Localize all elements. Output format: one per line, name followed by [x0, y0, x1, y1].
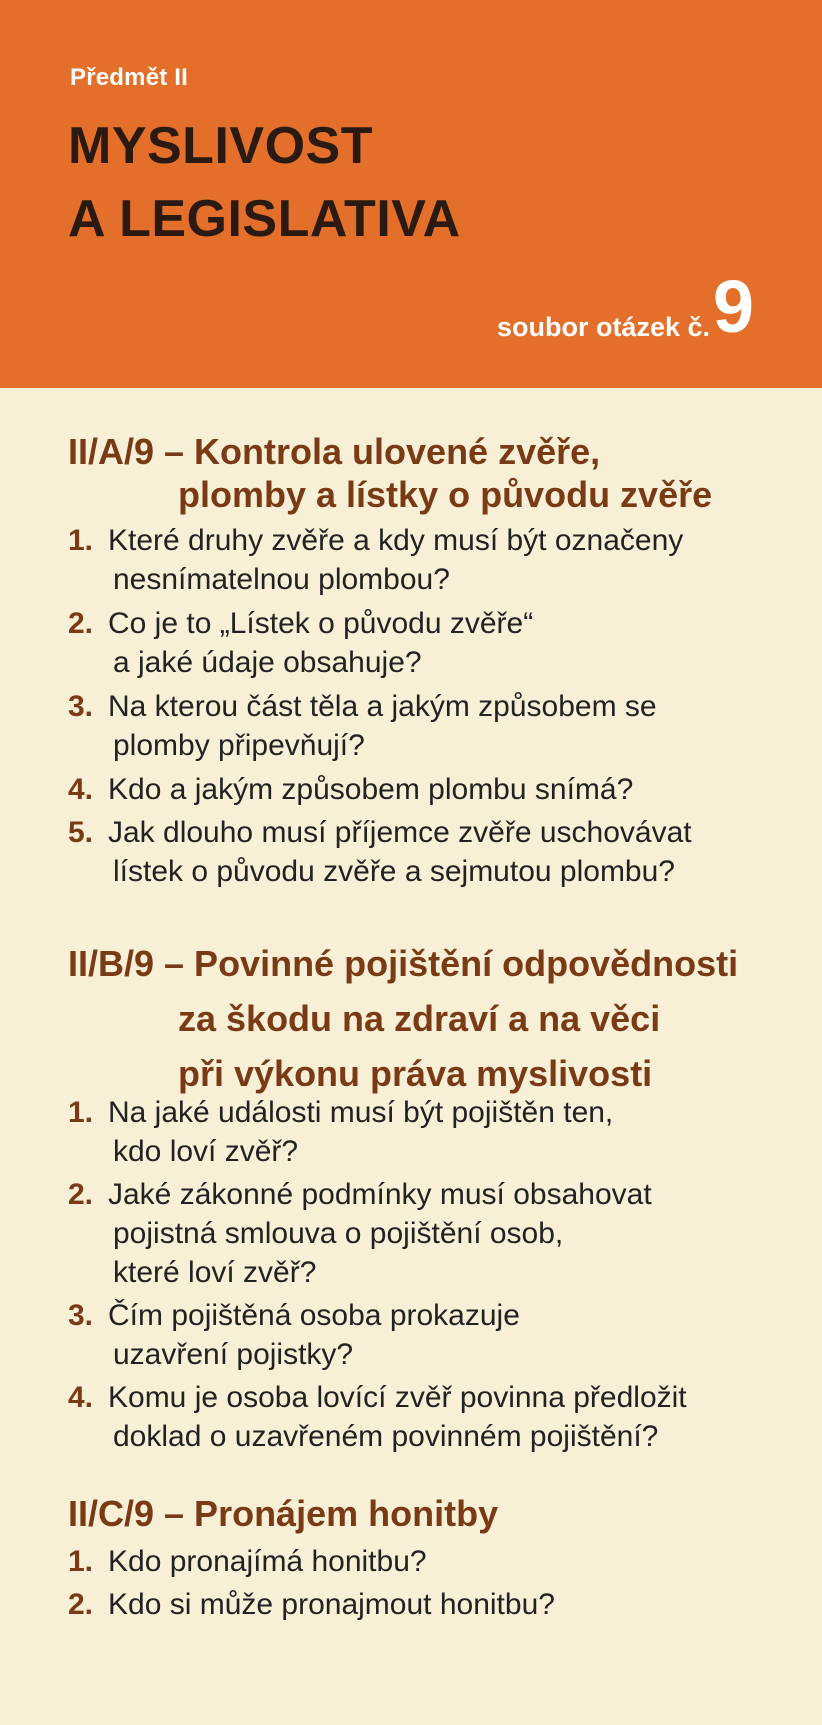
question-b4-cont: doklad o uzavřeném povinném pojištění? [113, 1420, 659, 1453]
question-number: 1. [68, 524, 94, 557]
question-number: 3. [68, 690, 94, 723]
question-number: 2. [68, 607, 94, 640]
question-number: 3. [68, 1299, 94, 1332]
question-number: 1. [68, 1096, 94, 1129]
question-a4 [68, 775, 633, 805]
question-a3 [68, 692, 657, 722]
question-b2 [68, 1180, 652, 1210]
question-a2 [68, 609, 533, 639]
question-text: Kdo si může pronajmout honitbu? [108, 1588, 555, 1621]
question-text: Čím pojištěná osoba prokazuje [108, 1299, 520, 1332]
question-number: 2. [68, 1588, 94, 1621]
section-title-b: II/B/9 – Povinné pojištění odpovědnosti [68, 943, 739, 984]
question-set-label: soubor otázek č. [496, 312, 710, 342]
question-c2 [68, 1590, 555, 1620]
question-b1-cont: kdo loví zvěř? [113, 1135, 299, 1168]
question-number: 2. [68, 1178, 94, 1211]
question-text: Na kterou část těla a jakým způsobem se [108, 690, 657, 723]
section-title-b-cont-1: za škodu na zdraví a na věci [178, 998, 661, 1039]
page-title-line-2: A LEGISLATIVA [68, 190, 461, 248]
header-band [0, 0, 822, 388]
section-title-b-cont-2: při výkonu práva myslivosti [178, 1053, 653, 1094]
question-b4 [68, 1383, 687, 1413]
question-number: 4. [68, 773, 94, 806]
question-b3-cont: uzavření pojistky? [113, 1338, 354, 1371]
question-list [0, 388, 822, 1725]
question-number: 4. [68, 1381, 94, 1414]
question-text: Jaké zákonné podmínky musí obsahovat [108, 1178, 652, 1211]
question-a5-cont: lístek o původu zvěře a sejmutou plombu? [113, 855, 675, 888]
question-a1-cont: nesnímatelnou plombou? [113, 563, 450, 596]
question-number: 5. [68, 816, 94, 849]
question-text: Komu je osoba lovící zvěř povinna předložit [108, 1381, 687, 1414]
question-b1 [68, 1098, 613, 1128]
section-title-a: II/A/9 – Kontrola ulovené zvěře, [68, 431, 601, 472]
subject-label: Předmět II [70, 64, 189, 91]
question-number: 1. [68, 1545, 94, 1578]
question-b2-cont-1: pojistná smlouva o pojištění osob, [113, 1217, 564, 1250]
page-title-line-1: MYSLIVOST [68, 117, 373, 175]
question-a5 [68, 818, 692, 848]
question-a2-cont: a jaké údaje obsahuje? [113, 646, 422, 679]
question-b3 [68, 1301, 520, 1331]
question-text: Které druhy zvěře a kdy musí být označeny [108, 524, 684, 557]
question-text: Na jaké události musí být pojištěn ten, [108, 1096, 614, 1129]
section-title-c: II/C/9 – Pronájem honitby [68, 1493, 499, 1534]
section-title-a-cont: plomby a lístky o původu zvěře [178, 474, 713, 515]
question-text: Jak dlouho musí příjemce zvěře uschovávat [108, 816, 692, 849]
question-a1 [68, 526, 683, 556]
question-c1 [68, 1547, 427, 1577]
question-b2-cont-2: které loví zvěř? [113, 1256, 317, 1289]
question-text: Co je to „Lístek o původu zvěře“ [108, 607, 534, 640]
question-text: Kdo a jakým způsobem plombu snímá? [108, 773, 634, 806]
question-a3-cont: plomby připevňují? [113, 729, 365, 762]
question-set-number: 9 [712, 265, 754, 348]
question-text: Kdo pronajímá honitbu? [108, 1545, 427, 1578]
